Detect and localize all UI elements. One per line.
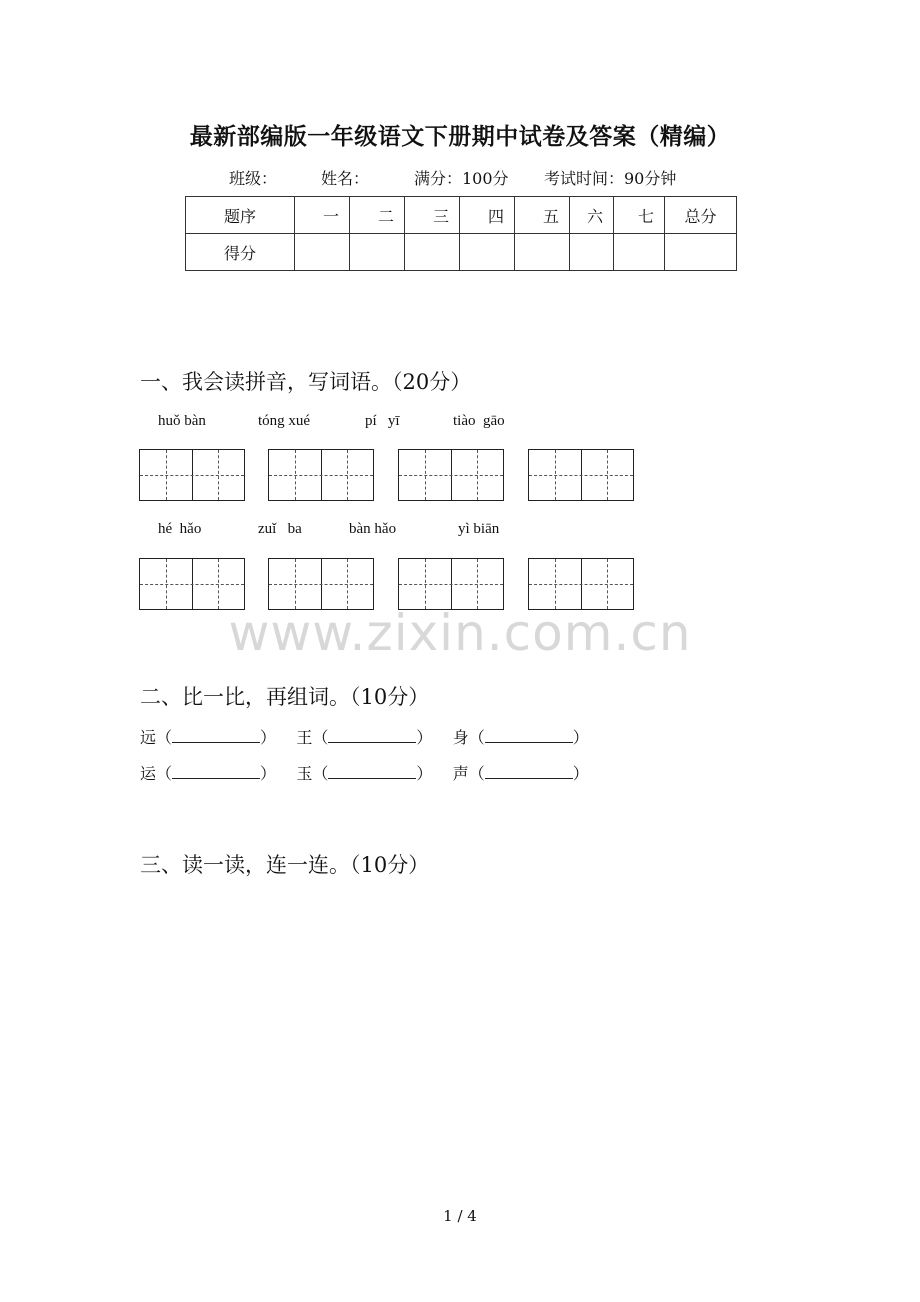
document-title: 最新部编版一年级语文下册期中试卷及答案（精编） — [189, 123, 731, 150]
score-table — [185, 196, 737, 271]
score-table-score-row — [186, 234, 737, 271]
score-cell[interactable] — [570, 234, 614, 271]
score-table-header-cell: 二 — [350, 197, 405, 234]
answer-blank[interactable] — [328, 726, 416, 743]
compare-char-suffix: ） — [572, 728, 589, 747]
answer-blank[interactable] — [172, 762, 260, 779]
writing-grid[interactable] — [398, 449, 504, 501]
score-cell[interactable] — [614, 234, 665, 271]
answer-blank[interactable] — [172, 726, 260, 743]
pinyin-label: hé hǎo — [158, 521, 202, 537]
section3-title: 三、读一读，连一连。（10分） — [140, 853, 430, 877]
score-cell[interactable] — [405, 234, 460, 271]
writing-grid[interactable] — [528, 449, 634, 501]
writing-grid[interactable] — [139, 558, 245, 610]
pinyin-label: huǒ bàn — [158, 413, 206, 429]
score-table-header-cell: 题序 — [186, 197, 295, 234]
score-table-header-cell: 六 — [570, 197, 614, 234]
compare-row — [140, 725, 589, 748]
compare-char-prefix: 身（ — [452, 728, 485, 747]
full-score: 满分：100分 — [414, 169, 509, 188]
compare-char-prefix: 运（ — [140, 764, 173, 783]
score-cell[interactable] — [295, 234, 350, 271]
compare-char-prefix: 王（ — [296, 728, 329, 747]
pinyin-label: zuǐ ba — [258, 521, 302, 537]
compare-char-prefix: 玉（ — [296, 764, 329, 783]
pinyin-label: tiào gāo — [453, 413, 505, 429]
score-table-header-cell: 七 — [614, 197, 665, 234]
name-label: 姓名： — [321, 169, 370, 188]
exam-time: 考试时间：90分钟 — [544, 169, 677, 188]
score-table-header-cell: 五 — [515, 197, 570, 234]
compare-char-prefix: 远（ — [140, 728, 173, 747]
answer-blank[interactable] — [485, 762, 573, 779]
compare-char-suffix: ） — [260, 764, 277, 783]
score-table-header-cell: 一 — [295, 197, 350, 234]
score-row-label: 得分 — [186, 234, 295, 271]
page-number: 1 / 4 — [443, 1207, 477, 1225]
class-label: 班级： — [229, 169, 278, 188]
score-table-header-row — [186, 197, 737, 234]
compare-char-suffix: ） — [416, 764, 433, 783]
pinyin-label: tóng xué — [258, 413, 311, 429]
answer-blank[interactable] — [328, 762, 416, 779]
compare-char-suffix: ） — [572, 764, 589, 783]
compare-char-suffix: ） — [260, 728, 277, 747]
writing-grid[interactable] — [139, 449, 245, 501]
score-table-header-cell: 四 — [460, 197, 515, 234]
compare-char-prefix: 声（ — [452, 764, 485, 783]
writing-grid[interactable] — [528, 558, 634, 610]
compare-char-suffix: ） — [416, 728, 433, 747]
pinyin-label: yì biān — [458, 521, 500, 537]
answer-blank[interactable] — [485, 726, 573, 743]
exam-info-line — [229, 166, 676, 189]
writing-grid[interactable] — [268, 449, 374, 501]
score-cell[interactable] — [350, 234, 405, 271]
pinyin-label: pí yī — [365, 413, 400, 429]
score-cell[interactable] — [515, 234, 570, 271]
section1-title: 一、我会读拼音，写词语。（20分） — [140, 370, 472, 394]
score-cell[interactable] — [665, 234, 737, 271]
pinyin-label: bàn hǎo — [349, 521, 397, 537]
section2-title: 二、比一比，再组词。（10分） — [140, 685, 430, 709]
score-table-header-cell: 三 — [405, 197, 460, 234]
watermark: www.zixin.com.cn — [228, 604, 692, 662]
score-table-header-cell: 总分 — [665, 197, 737, 234]
compare-row — [140, 761, 589, 784]
writing-grid[interactable] — [268, 558, 374, 610]
writing-grid[interactable] — [398, 558, 504, 610]
score-cell[interactable] — [460, 234, 515, 271]
